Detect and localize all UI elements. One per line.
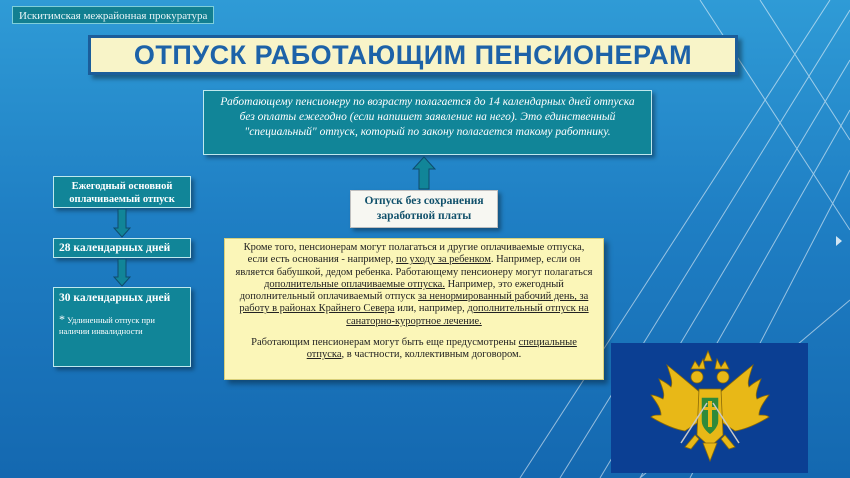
note-text: Удлиненный отпуск при наличии инвалидности (59, 315, 155, 336)
top-description: Работающему пенсионеру по возрасту полагается до 14 календарных дней отпуска без оплаты ежегодно (если напишет заявление на него). Это единственный "специальный" отпуск, который по закону полагается такому работнику. (203, 90, 652, 155)
next-arrow-icon (836, 236, 842, 246)
emblem-panel (611, 343, 808, 473)
title-box (88, 35, 738, 75)
arrow-up-icon (412, 156, 436, 190)
link-special-leave[interactable]: специальные отпуска (306, 337, 577, 361)
org-label: Искитимская межрайонная прокуратура (12, 6, 214, 24)
info-text: . Например, если он является бабушкой, дедом ребенка. Работающему пенсионеру могут полагаться (235, 254, 593, 278)
info-text: Например, это ежегодный дополнительный оплачиваемый отпуск (239, 278, 564, 303)
info-text: Кроме того, пенсионерам могут полагаться и другие оплачиваемые отпуска, если есть основания - например, (243, 242, 585, 266)
info-text: Работающим пенсионерам могут быть еще предусмотрены (251, 337, 519, 349)
days-28-box: 28 календарных дней (53, 238, 191, 258)
link-additional-leave[interactable]: дополнительные оплачиваемые отпуска. (264, 278, 445, 290)
arrow-down-icon (113, 209, 131, 238)
disability-note (59, 314, 185, 337)
link-child-care[interactable]: по уходу за ребенком (395, 254, 491, 266)
link-irregular-north[interactable]: за ненормированный рабочий день, за работу в районах Крайнего Севера (239, 291, 589, 315)
page-title: ОТПУСК РАБОТАЮЩИМ ПЕНСИОНЕРАМ (133, 39, 693, 70)
info-text: , в частности, коллективным договором. (341, 349, 522, 361)
note-marker: * (59, 312, 65, 326)
link-sanatorium[interactable]: дополнительный отпуск на санаторно-курортное лечение. (346, 303, 589, 327)
days-30-box (53, 287, 191, 367)
unpaid-leave-box: Отпуск без сохранения заработной платы (350, 190, 498, 228)
info-paragraph-2 (233, 337, 595, 362)
days-30-title: 30 календарных дней (59, 292, 171, 304)
info-paragraph-1 (233, 242, 595, 328)
double-headed-eagle-emblem (611, 343, 808, 473)
info-box (224, 238, 604, 380)
arrow-down-icon (113, 259, 131, 287)
annual-leave-box: Ежегодный основной оплачиваемый отпуск (53, 176, 191, 208)
info-text: или, например, (394, 303, 468, 315)
